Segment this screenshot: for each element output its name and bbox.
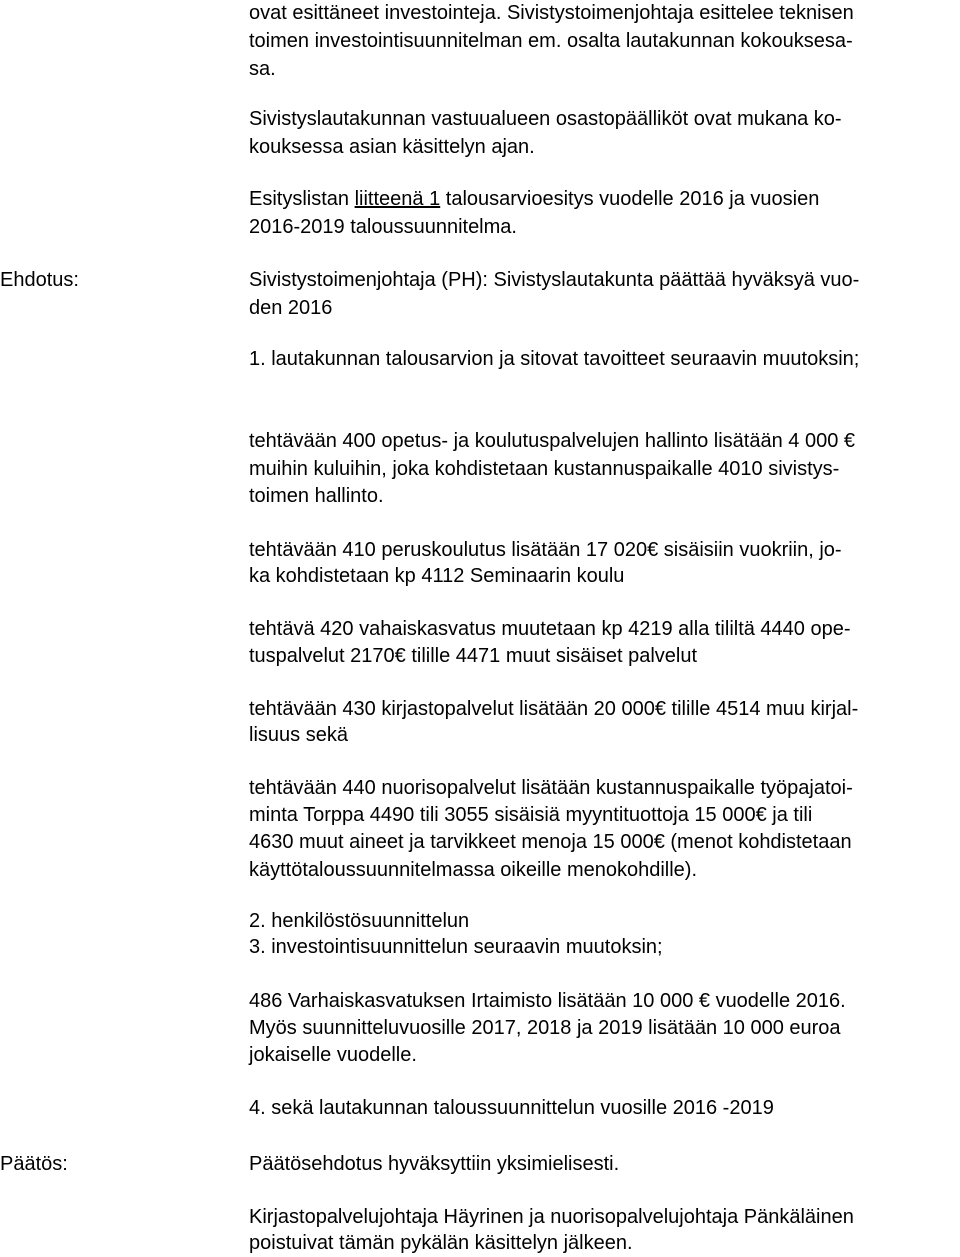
task-420-line-2: tuspalvelut 2170€ tilille 4471 muut sisäiset palvelut xyxy=(249,645,698,667)
proposal-item-4: 4. sekä lautakunnan taloussuunnittelun vuosille 2016 -2019 xyxy=(249,1097,774,1119)
task-420-line-1: tehtävä 420 vahaiskasvatus muutetaan kp 4219 alla tililtä 4440 ope- xyxy=(249,618,851,640)
proposal-item-3: 3. investointisuunnittelun seuraavin muutoksin; xyxy=(249,936,663,958)
proposal-item-2: 2. henkilöstösuunnittelun xyxy=(249,910,470,932)
task-430-line-2: lisuus sekä xyxy=(249,724,348,746)
attachment-line-2: 2016-2019 taloussuunnitelma. xyxy=(249,216,517,238)
task-410-line-1: tehtävään 410 peruskoulutus lisätään 17 020€ sisäisiin vuokriin, jo- xyxy=(249,539,842,561)
task-440-line-2: minta Torppa 4490 tili 3055 sisäisiä myyntituottoja 15 000€ ja tili xyxy=(249,804,813,826)
task-400-line-3: toimen hallinto. xyxy=(249,485,384,507)
intro-line-1: ovat esittäneet investointeja. Sivistystoimenjohtaja esittelee teknisen xyxy=(249,2,854,24)
proposal-line-2: den 2016 xyxy=(249,297,333,319)
participants-line-2: kouksessa asian käsittelyn ajan. xyxy=(249,136,535,158)
proposal-line-1: Sivistystoimenjohtaja (PH): Sivistyslautakunta päättää hyväksyä vuo- xyxy=(249,269,860,291)
intro-line-3: sa. xyxy=(249,58,276,80)
task-440-line-4: käyttötaloussuunnitelmassa oikeille menokohdille). xyxy=(249,859,698,881)
task-410-line-2: ka kohdistetaan kp 4112 Seminaarin koulu xyxy=(249,565,625,587)
intro-line-2: toimen investointisuunnitelman em. osalta lautakunnan kokouksesa- xyxy=(249,30,853,52)
decision-note-line-1: Kirjastopalvelujohtaja Häyrinen ja nuorisopalvelujohtaja Pänkäläinen xyxy=(249,1206,854,1228)
task-440-line-1: tehtävään 440 nuorisopalvelut lisätään kustannuspaikalle työpajatoi- xyxy=(249,777,853,799)
investment-486-line-2: Myös suunnitteluvuosille 2017, 2018 ja 2019 lisätään 10 000 euroa xyxy=(249,1017,841,1039)
attachment-rest: talousarvioesitys vuodelle 2016 ja vuosien xyxy=(440,188,820,210)
task-400-line-1: tehtävään 400 opetus- ja koulutuspalvelujen hallinto lisätään 4 000 € xyxy=(249,430,855,452)
attachment-prefix: Esityslistan xyxy=(249,188,355,210)
proposal-label: Ehdotus: xyxy=(0,269,79,291)
task-440-line-3: 4630 muut aineet ja tarvikkeet menoja 15 000€ (menot kohdistetaan xyxy=(249,831,852,853)
investment-486-line-3: jokaiselle vuodelle. xyxy=(249,1044,417,1066)
task-400-line-2: muihin kuluihin, joka kohdistetaan kustannuspaikalle 4010 sivistys- xyxy=(249,458,840,480)
proposal-item-1: 1. lautakunnan talousarvion ja sitovat tavoitteet seuraavin muutoksin; xyxy=(249,348,860,370)
investment-486-line-1: 486 Varhaiskasvatuksen Irtaimisto lisätään 10 000 € vuodelle 2016. xyxy=(249,990,846,1012)
task-430-line-1: tehtävään 430 kirjastopalvelut lisätään 20 000€ tilille 4514 muu kirjal- xyxy=(249,698,859,720)
decision-line-1: Päätösehdotus hyväksyttiin yksimielisesti. xyxy=(249,1153,620,1175)
decision-note-line-2: poistuivat tämän pykälän käsittelyn jälkeen. xyxy=(249,1232,633,1254)
attachment-link[interactable]: liitteenä 1 xyxy=(354,188,441,210)
participants-line-1: Sivistyslautakunnan vastuualueen osastopäälliköt ovat mukana ko- xyxy=(249,108,842,130)
decision-label: Päätös: xyxy=(0,1153,68,1175)
attachment-line-1 xyxy=(249,185,819,213)
